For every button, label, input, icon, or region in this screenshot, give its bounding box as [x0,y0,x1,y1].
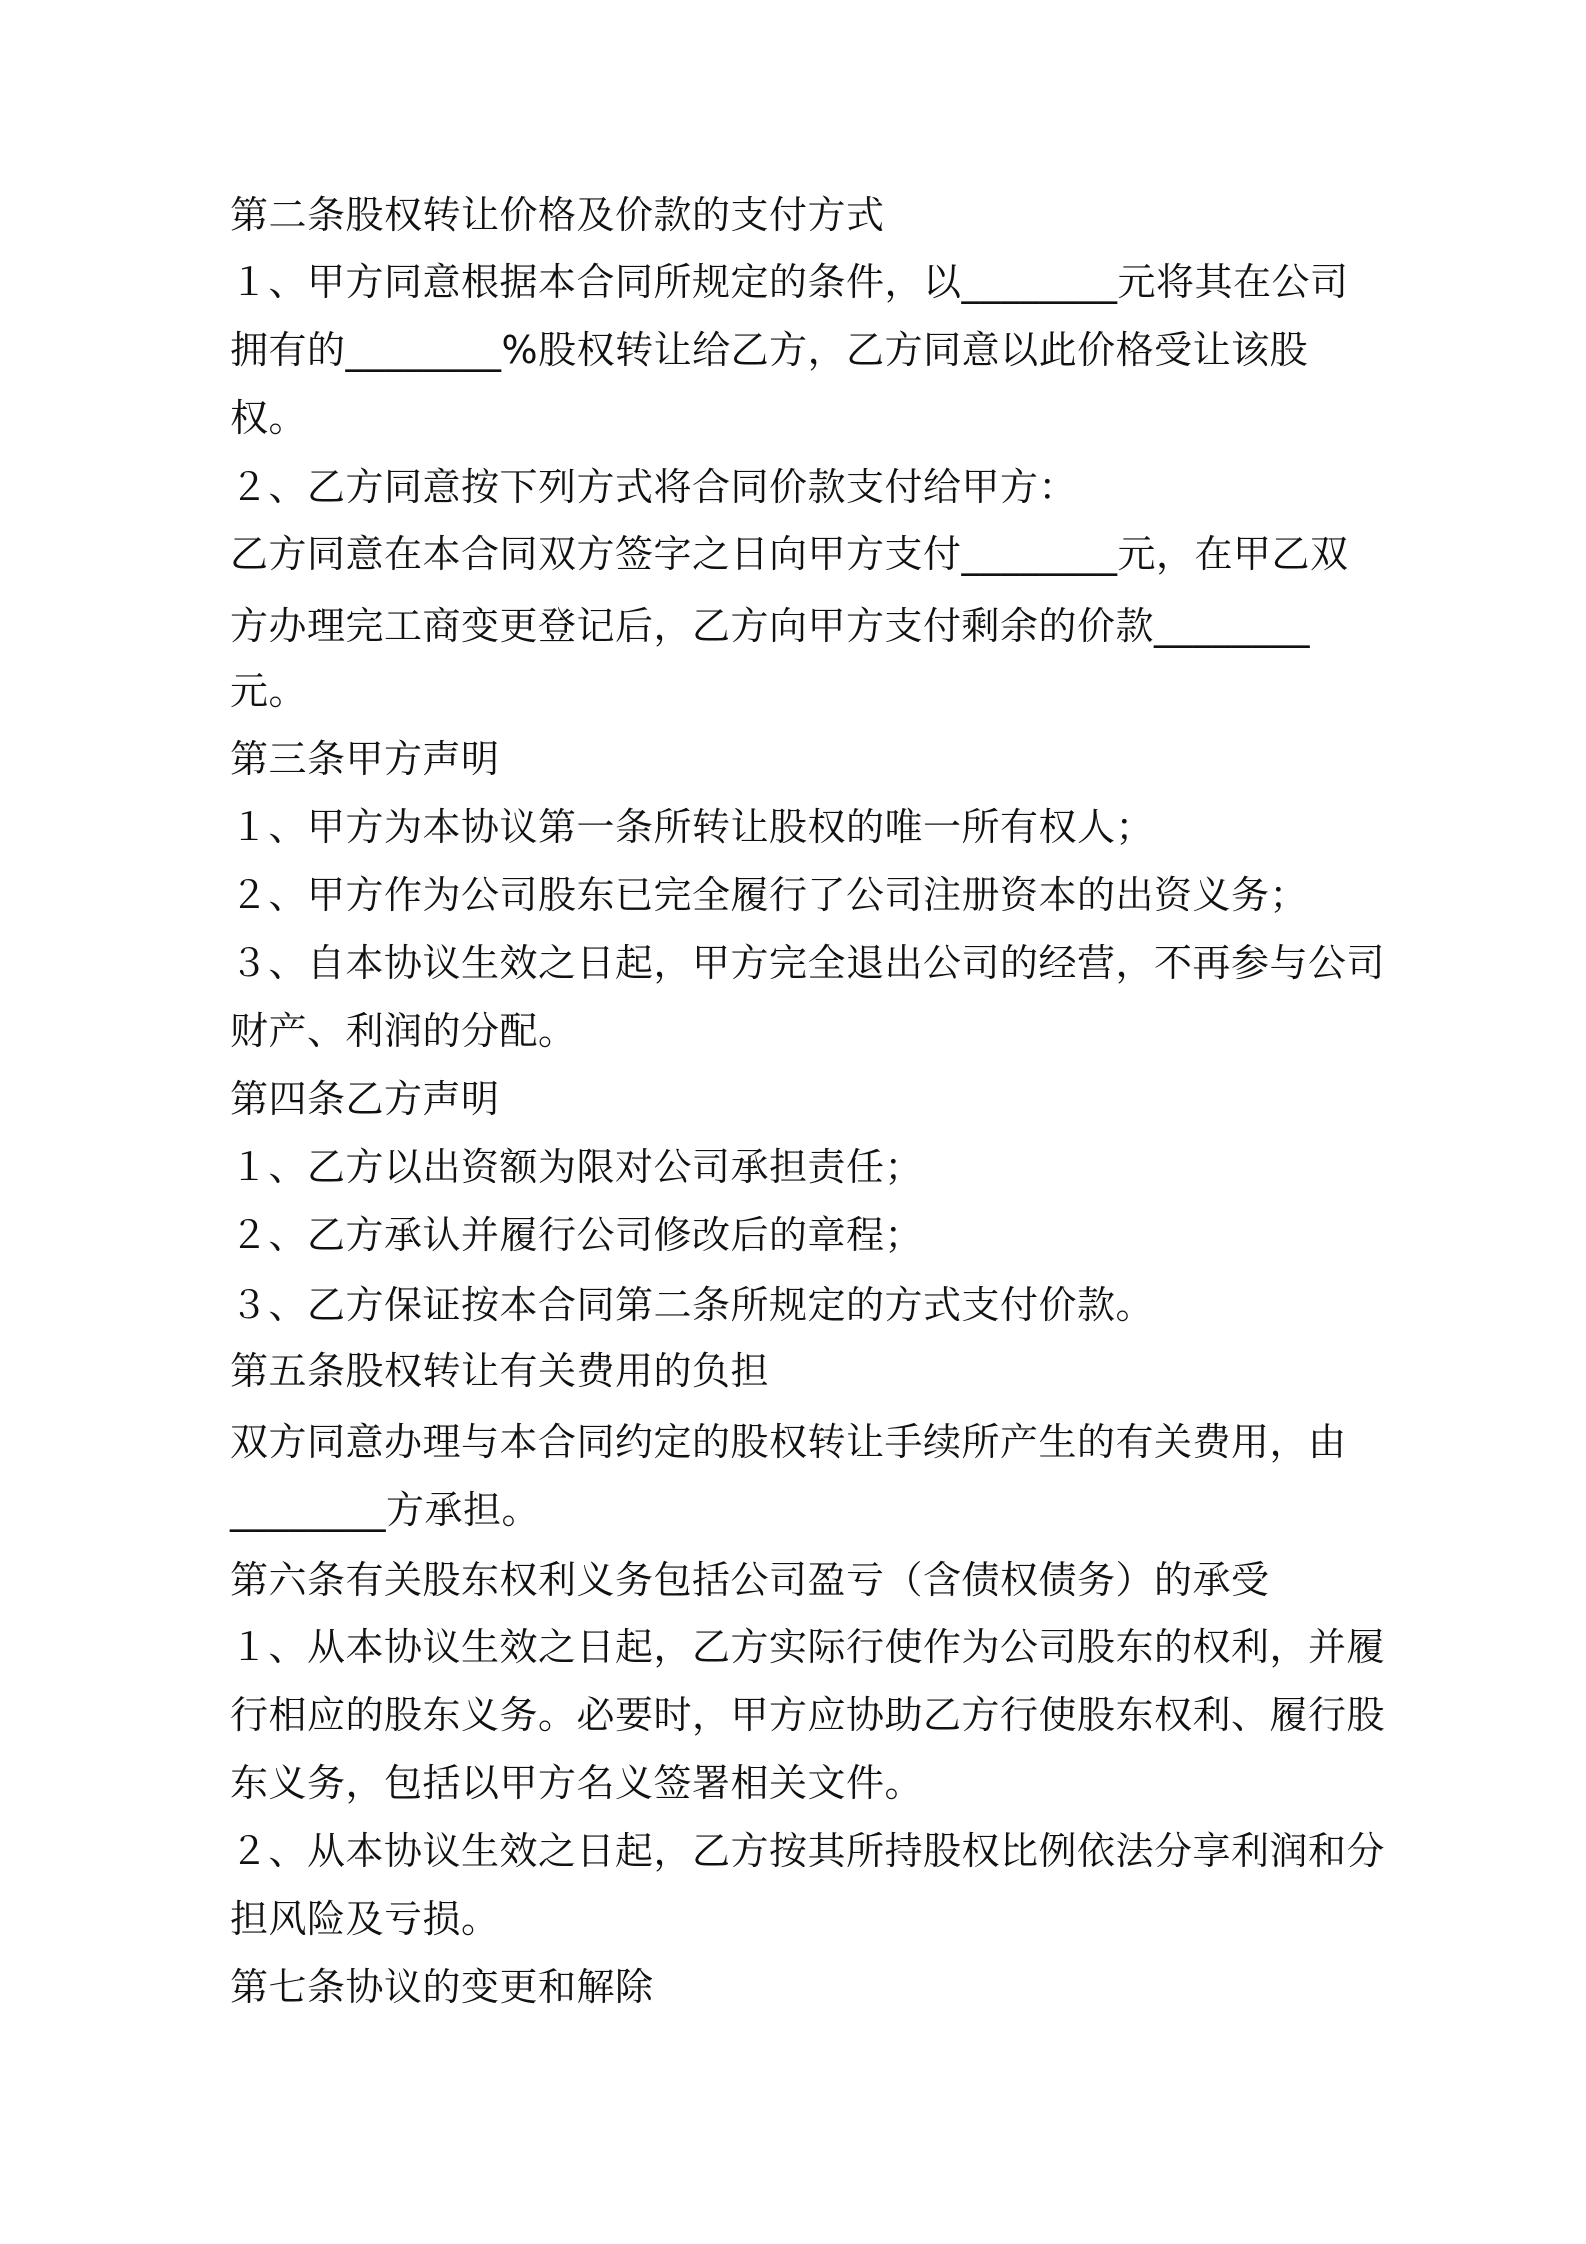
article-6-clause-1-line-1: １、从本协议生效之日起，乙方实际行使作为公司股东的权利，并履 [230,1625,1386,1669]
article-7-heading: 第七条协议的变更和解除 [230,1965,654,2009]
article-6-clause-1-line-2: 行相应的股东义务。必要时，甲方应协助乙方行使股东权利、履行股 [230,1693,1386,1737]
article-3-heading: 第三条甲方声明 [230,737,500,781]
article-6-clause-1-line-3: 东义务，包括以甲方名义签署相关文件。 [230,1761,924,1805]
article-4-clause-3: ３、乙方保证按本合同第二条所规定的方式支付价款。 [230,1283,1155,1327]
article-5-body-line-1: 双方同意办理与本合同约定的股权转让手续所产生的有关费用，由 [230,1420,1347,1464]
article-2-clause-1-line-3: 权。 [230,396,308,440]
article-3-clause-1: １、甲方为本协议第一条所转让股权的唯一所有权人； [230,805,1155,849]
article-2-heading: 第二条股权转让价格及价款的支付方式 [230,193,885,237]
article-5-body-line-2: ________方承担。 [230,1488,541,1532]
article-6-clause-2-line-1: ２、从本协议生效之日起，乙方按其所持股权比例依法分享利润和分 [230,1829,1386,1873]
article-3-clause-3-line-2: 财产、利润的分配。 [230,1009,577,1053]
article-3-clause-3-line-1: ３、自本协议生效之日起，甲方完全退出公司的经营，不再参与公司 [230,941,1386,985]
article-4-clause-1: １、乙方以出资额为限对公司承担责任； [230,1145,924,1189]
article-3-clause-2: ２、甲方作为公司股东已完全履行了公司注册资本的出资义务； [230,873,1309,917]
article-2-payment-line-3: 元。 [230,669,308,713]
article-4-heading: 第四条乙方声明 [230,1077,500,1121]
article-5-heading: 第五条股权转让有关费用的负担 [230,1349,770,1393]
article-4-clause-2: ２、乙方承认并履行公司修改后的章程； [230,1213,924,1257]
article-2-clause-1-line-2: 拥有的________%股权转让给乙方，乙方同意以此价格受让该股 [230,328,1309,372]
article-2-clause-1-line-1: １、甲方同意根据本合同所规定的条件，以________元将其在公司 [230,260,1349,304]
article-2-clause-2: ２、乙方同意按下列方式将合同价款支付给甲方： [230,465,1078,509]
article-2-payment-line-2: 方办理完工商变更登记后，乙方向甲方支付剩余的价款________ [230,604,1311,648]
article-6-heading: 第六条有关股东权利义务包括公司盈亏（含债权债务）的承受 [230,1558,1270,1602]
article-6-clause-2-line-2: 担风险及亏损。 [230,1897,500,1941]
article-2-payment-line-1: 乙方同意在本合同双方签字之日向甲方支付________元，在甲乙双 [230,532,1349,576]
